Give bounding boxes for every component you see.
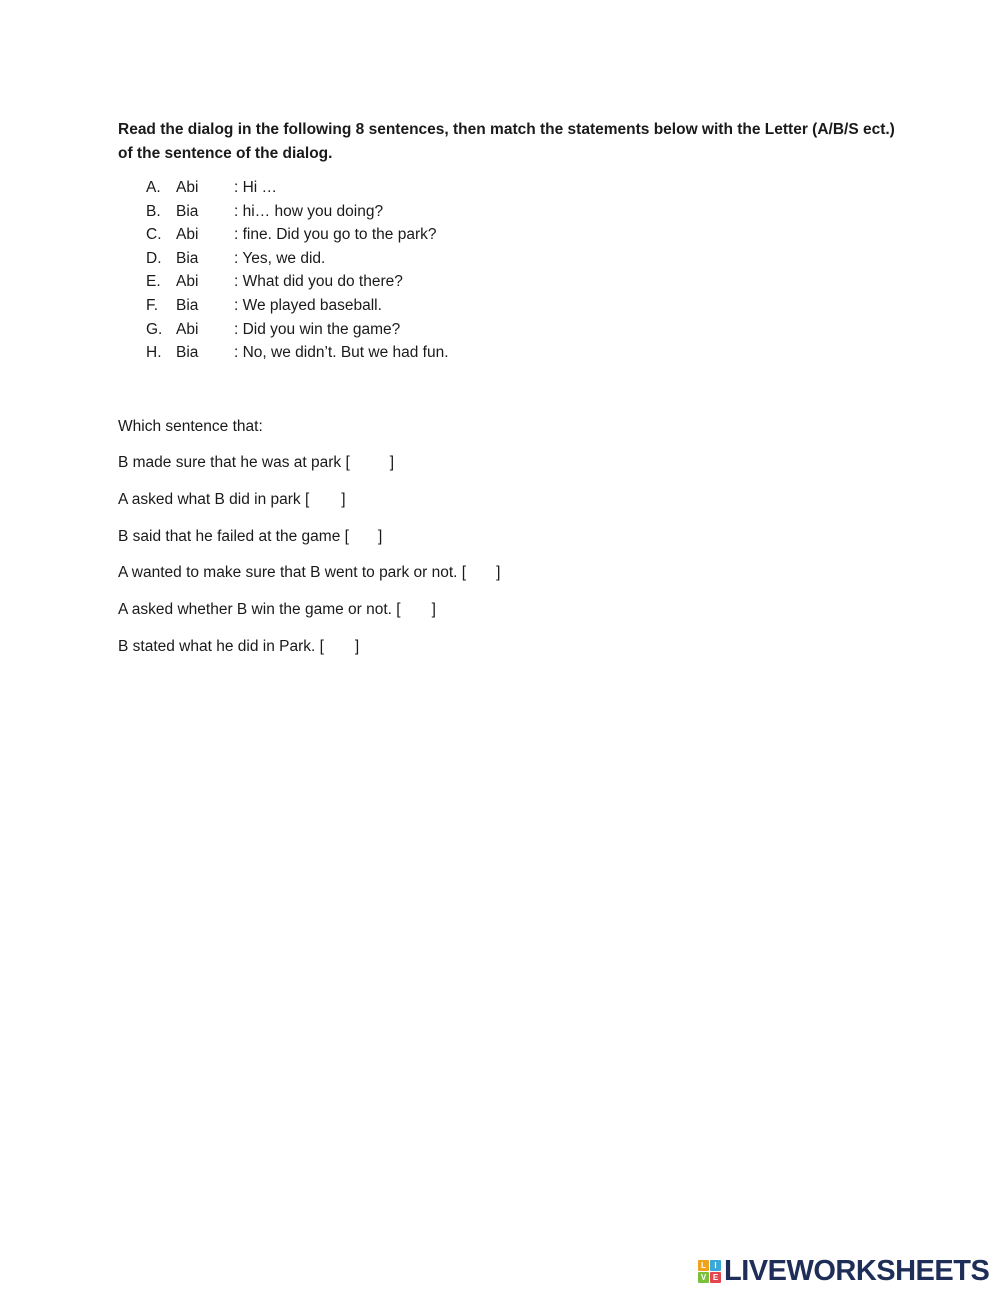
statement-item (118, 452, 500, 489)
logo-block: I (710, 1260, 721, 1271)
dialog-line (146, 223, 449, 247)
dialog-text: : Hi … (234, 179, 278, 196)
dialog-text: : fine. Did you go to the park? (234, 226, 437, 244)
dialog-line (146, 318, 449, 342)
dialog-letter: C. (146, 226, 162, 244)
logo-block: L (698, 1260, 709, 1271)
bracket-close: ] (496, 564, 501, 582)
statement-text: B stated what he did in Park. [ (118, 637, 324, 655)
statement-item (118, 489, 500, 526)
dialog-text: : No, we didn’t. But we had fun. (234, 344, 449, 362)
question-lead: Which sentence that: (118, 418, 263, 435)
statement-text: B said that he failed at the game [ (118, 527, 349, 545)
bracket-close: ] (389, 454, 395, 471)
dialog-line (146, 200, 449, 224)
statement-item (118, 562, 500, 599)
logo-block: V (698, 1272, 709, 1283)
bracket-close: ] (354, 637, 360, 655)
statement-text: B made sure that he was at park [ (118, 454, 350, 471)
statement-text: A asked what B did in park [ (118, 490, 310, 508)
dialog-speaker: Abi (176, 320, 199, 338)
statement-text: A wanted to make sure that B went to park or not. [ (118, 564, 467, 582)
dialog-text: : We played baseball. (234, 296, 382, 314)
statement-item (118, 636, 500, 673)
dialog-speaker: Abi (176, 273, 199, 291)
dialog-text: : Yes, we did. (234, 249, 326, 267)
dialog-text: : What did you do there? (234, 273, 403, 291)
dialog-line (146, 247, 449, 271)
dialog-list (146, 176, 449, 365)
logo-text: LIVEWORKSHEETS (724, 1255, 990, 1287)
dialog-speaker: Abi (176, 226, 199, 244)
dialog-speaker: Abi (176, 179, 199, 196)
dialog-speaker: Bia (176, 344, 199, 362)
statement-item (118, 526, 500, 563)
dialog-letter: A. (146, 179, 161, 196)
dialog-letter: E. (146, 273, 161, 291)
dialog-speaker: Bia (176, 202, 199, 220)
dialog-letter: B. (146, 202, 161, 220)
dialog-line (146, 176, 449, 200)
liveworksheets-logo (698, 1256, 989, 1286)
statement-item (118, 599, 500, 636)
logo-blocks-icon (698, 1260, 721, 1283)
logo-block: E (710, 1272, 721, 1283)
dialog-letter: F. (146, 296, 159, 314)
dialog-speaker: Bia (176, 296, 199, 314)
dialog-letter: H. (146, 344, 162, 362)
statement-text: A asked whether B win the game or not. [ (118, 601, 401, 619)
bracket-close: ] (377, 527, 383, 545)
dialog-line (146, 294, 449, 318)
instructions-text: Read the dialog in the following 8 sentences, then match the statements below with the Letter (A/B/S ect.) of the sentence of the dialog. (118, 121, 895, 162)
dialog-line (146, 341, 449, 365)
dialog-text: : Did you win the game? (234, 320, 401, 338)
statements-list (118, 452, 500, 673)
bracket-close: ] (341, 490, 346, 508)
dialog-text: : hi… how you doing? (234, 202, 384, 220)
dialog-line (146, 270, 449, 294)
bracket-close: ] (431, 601, 436, 619)
dialog-letter: G. (146, 320, 163, 338)
dialog-letter: D. (146, 249, 162, 267)
dialog-speaker: Bia (176, 249, 199, 267)
